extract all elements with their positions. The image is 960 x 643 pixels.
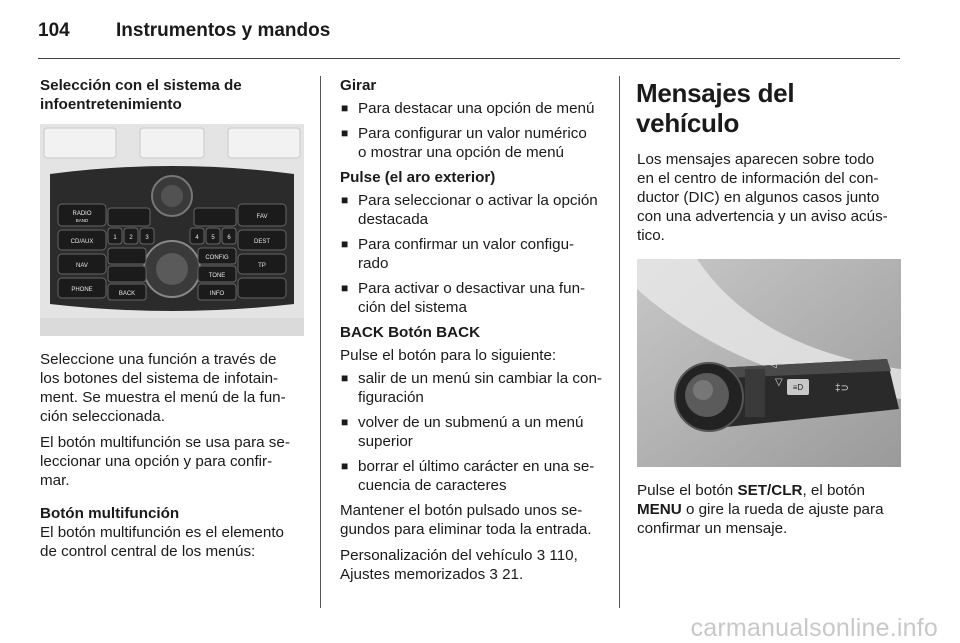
lever-illustration <box>637 259 901 467</box>
panel-label-band: BAND <box>75 218 89 223</box>
page-number: 104 <box>38 20 70 41</box>
subheading-back-button: BACK Botón BACK <box>340 324 481 341</box>
paragraph-messages-intro: Los mensajes aparecen sobre todo en el centro de información del con- ductor (DIC) en algunos casos junto con una advertencia y un aviso acús- tico. <box>637 151 888 244</box>
panel-label-nav: NAV <box>76 263 88 269</box>
list-item: ■ salir de un menú sin cambiar la con- figuración <box>340 369 605 407</box>
panel-label-num3: 3 <box>145 235 149 241</box>
svg-text:‡⊃: ‡⊃ <box>835 383 849 394</box>
list-item: ■ Para activar o desactivar una fun- ción del sistema <box>340 279 605 317</box>
column-divider-right <box>619 76 620 608</box>
section-title-vehicle-messages: Mensajes del vehículo <box>636 78 795 138</box>
subheading-multifunction-button: Botón multifunción <box>40 505 180 522</box>
column-1 <box>40 76 304 568</box>
panel-label-back: BACK <box>118 291 136 297</box>
section-heading-selection: Selección con el sistema de infoentretenimiento <box>40 77 242 113</box>
list-item: ■ borrar el último carácter en una se- cuencia de caracteres <box>340 457 605 495</box>
set-clr-label: SET/CLR <box>737 482 803 499</box>
reference-arrow-icon: 3 <box>536 547 546 564</box>
list-item: ■ volver de un submenú a un menú superior <box>340 413 605 451</box>
panel-label-num1: 1 <box>113 235 117 241</box>
reference-arrow-icon: 3 <box>489 566 498 583</box>
page-header <box>38 18 900 59</box>
list-back <box>340 369 605 495</box>
panel-label-fav: FAV <box>256 214 268 220</box>
page-link-110[interactable]: 110, <box>545 547 578 564</box>
column-2 <box>340 76 605 591</box>
list-item: ■ Para confirmar un valor configu- rado <box>340 235 605 273</box>
paragraph-hold-button: Mantener el botón pulsado unos se- gundos para eliminar toda la entrada. <box>340 502 592 538</box>
paragraph-multifunction-central: El botón multifunción es el elemento de control central de los menús: <box>40 524 284 560</box>
infotainment-panel-image <box>40 124 304 336</box>
paragraph-confirm-message: Pulse el botón SET/CLR, el botón MENU o gire la rueda de ajuste para confirmar un mensaje. <box>637 482 884 537</box>
paragraph-multifunction-use: El botón multifunción se usa para se- leccionar una opción y para confir- mar. <box>40 434 290 489</box>
list-girar <box>340 99 605 162</box>
panel-label-tp: TP <box>258 263 266 269</box>
panel-label-num5: 5 <box>211 235 215 241</box>
column-divider-left <box>320 76 321 608</box>
panel-label-dest: DEST <box>253 239 271 245</box>
page-title: Instrumentos y mandos <box>116 20 331 41</box>
paragraph-select-function: Seleccione una función a través de los botones del sistema de infotain- ment. Se muestra el menú de la fun- ción seleccionada. <box>40 351 286 425</box>
turn-signal-lever-image <box>637 259 901 467</box>
list-item: ■ Para configurar un valor numérico o mostrar una opción de menú <box>340 124 605 162</box>
page-link-21[interactable]: 21. <box>497 566 524 583</box>
subheading-pulse: Pulse (el aro exterior) <box>340 169 496 186</box>
subheading-girar: Girar <box>340 77 377 94</box>
watermark: carmanualsonline.info <box>690 614 938 642</box>
menu-label: MENU <box>637 501 682 518</box>
panel-label-tone: TONE <box>208 273 226 279</box>
svg-text:≡D: ≡D <box>792 383 804 392</box>
panel-label-phone: PHONE <box>71 287 93 293</box>
svg-text:◁: ◁ <box>769 359 777 370</box>
panel-label-radio: RADIO <box>72 211 92 217</box>
panel-label-cdaux: CD/AUX <box>70 239 94 245</box>
panel-label-info: INFO <box>209 291 225 297</box>
panel-label-config: CONFIG <box>205 255 229 261</box>
list-item: ■ Para seleccionar o activar la opción destacada <box>340 191 605 229</box>
paragraph-cross-references: Personalización del vehículo 3 110, Ajustes memorizados 3 21. <box>340 547 578 583</box>
column-3 <box>637 76 902 545</box>
panel-label-num2: 2 <box>129 235 133 241</box>
list-pulse <box>340 191 605 317</box>
panel-label-num6: 6 <box>227 235 231 241</box>
panel-label-num4: 4 <box>195 235 199 241</box>
svg-text:▽: ▽ <box>775 377 783 388</box>
infotainment-panel-illustration <box>40 124 304 336</box>
paragraph-back-intro: Pulse el botón para lo siguiente: <box>340 347 557 364</box>
list-item: ■ Para destacar una opción de menú <box>340 99 605 118</box>
